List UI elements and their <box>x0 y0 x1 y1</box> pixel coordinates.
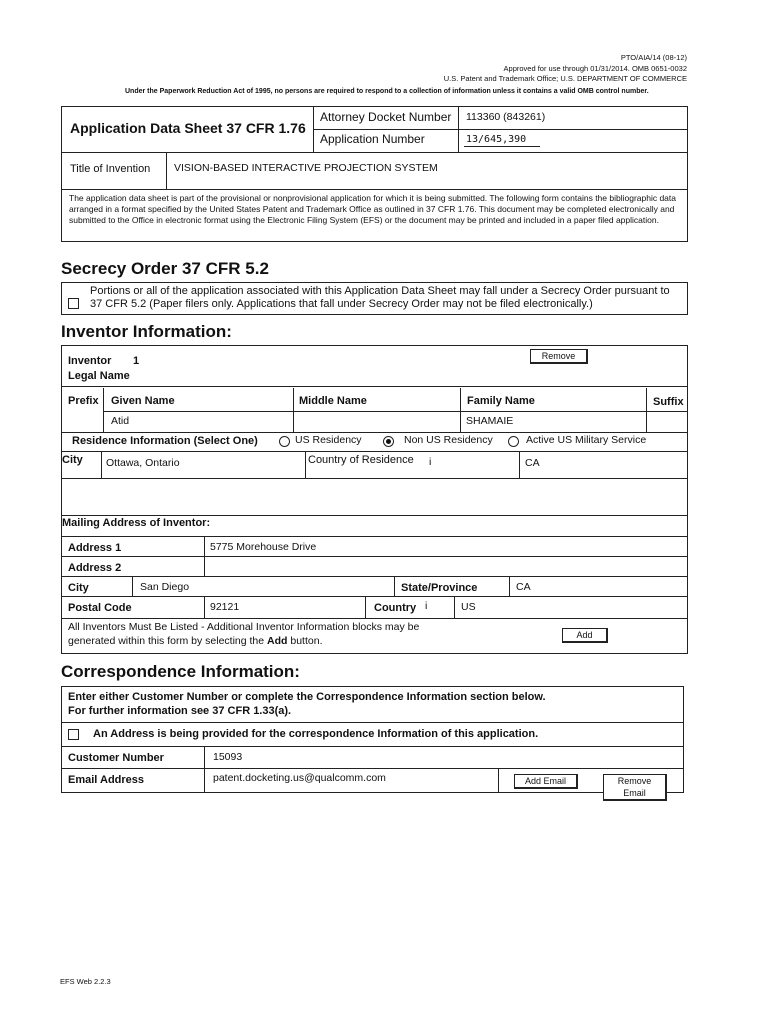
remove-inventor-button[interactable]: Remove <box>530 349 588 364</box>
mailing-address-label: Mailing Address of Inventor: <box>62 517 211 529</box>
docket-label: Attorney Docket Number <box>320 110 452 124</box>
family-name-value[interactable]: SHAMAIE <box>466 415 514 427</box>
country-residence-info-icon: i <box>429 456 432 468</box>
agency-line: U.S. Patent and Trademark Office; U.S. DEPARTMENT OF COMMERCE <box>443 74 687 83</box>
ads-intro: The application data sheet is part of the provisional or nonprovisional application for which it is being submitted. The following form contains the bibliographic data arranged in a format specified by the United States Patent and Trademark Office as outlined in 37 CFR 1.76. This document may be completed electronically and submitted to the Office in electronic format using the Electronic Filing System (EFS) or the document may be printed and included in a paper filed application. <box>69 193 676 225</box>
state-value[interactable]: CA <box>516 581 531 593</box>
form-id: PTO/AIA/14 (08-12) <box>620 53 687 62</box>
docket-value[interactable]: 113360 (843261) <box>466 111 546 123</box>
state-label: State/Province <box>401 582 478 594</box>
all-inventors-line2: generated within this form by selecting the Add button. <box>68 635 323 647</box>
military-service-label: Active US Military Service <box>526 434 647 446</box>
radio-military-service[interactable] <box>508 436 519 447</box>
ads-title: Application Data Sheet 37 CFR 1.76 <box>70 120 306 136</box>
efs-version: EFS Web 2.2.3 <box>60 977 111 986</box>
country-value[interactable]: US <box>461 601 476 613</box>
suffix-label: Suffix <box>653 396 684 408</box>
add-inventor-button[interactable]: Add <box>562 628 608 643</box>
all-inventors-line1: All Inventors Must Be Listed - Additional Inventor Information blocks may be <box>68 621 420 633</box>
us-residency-label: US Residency <box>295 434 362 446</box>
radio-non-us-residency[interactable] <box>383 436 394 447</box>
country-info-icon: i <box>425 600 428 612</box>
application-number-label: Application Number <box>320 132 425 146</box>
inventor-number: 1 <box>133 355 140 367</box>
secrecy-heading: Secrecy Order 37 CFR 5.2 <box>61 259 269 278</box>
country-residence-label: Country of Residence <box>308 454 414 466</box>
mail-city-value[interactable]: San Diego <box>140 581 190 593</box>
email-address-value[interactable]: patent.docketing.us@qualcomm.com <box>213 772 386 784</box>
given-name-label: Given Name <box>111 395 175 407</box>
secrecy-line1: Portions or all of the application associated with this Application Data Sheet may fall under a Secrecy Order pursuant to <box>90 285 670 297</box>
legal-name-label: Legal Name <box>68 370 130 382</box>
non-us-residency-label: Non US Residency <box>404 434 493 446</box>
correspondence-heading: Correspondence Information: <box>61 662 300 681</box>
city-value[interactable]: Ottawa, Ontario <box>106 457 180 469</box>
city-label: City <box>62 454 83 466</box>
address1-label: Address 1 <box>68 542 122 554</box>
radio-us-residency[interactable] <box>279 436 290 447</box>
country-label: Country <box>374 602 417 614</box>
mail-city-label: City <box>68 582 89 594</box>
correspondence-address-label: An Address is being provided for the correspondence Information of this application. <box>93 728 539 740</box>
paperwork-notice: Under the Paperwork Reduction Act of 1995, no persons are required to respond to a collection of information unless it contains a valid OMB control number. <box>125 88 649 95</box>
inventor-label: Inventor <box>68 355 112 367</box>
postal-code-label: Postal Code <box>68 602 132 614</box>
title-invention-label: Title of Invention <box>70 163 151 175</box>
family-name-label: Family Name <box>467 395 535 407</box>
correspondence-address-checkbox[interactable] <box>68 729 79 740</box>
address2-label: Address 2 <box>68 562 122 574</box>
omb-approval: Approved for use through 01/31/2014. OMB 0651-0032 <box>503 64 687 73</box>
application-number-value[interactable]: 13/645,390 <box>466 134 527 145</box>
secrecy-line2: 37 CFR 5.2 (Paper filers only. Applications that fall under Secrecy Order may not be filed electronically.) <box>90 298 593 310</box>
email-address-label: Email Address <box>68 774 145 786</box>
secrecy-checkbox[interactable] <box>68 298 79 309</box>
inventor-heading: Inventor Information: <box>61 322 232 341</box>
given-name-value[interactable]: Atid <box>111 415 130 427</box>
residence-label: Residence Information (Select One) <box>72 435 258 447</box>
customer-number-value[interactable]: 15093 <box>213 751 243 763</box>
add-email-button[interactable]: Add Email <box>514 774 578 789</box>
prefix-label: Prefix <box>68 395 99 407</box>
customer-number-label: Customer Number <box>68 752 164 764</box>
middle-name-label: Middle Name <box>299 395 367 407</box>
correspondence-line1: Enter either Customer Number or complete the Correspondence Information section below. <box>68 691 546 703</box>
remove-email-button[interactable]: Remove Email <box>603 774 667 801</box>
country-residence-value[interactable]: CA <box>525 457 540 469</box>
correspondence-line2: For further information see 37 CFR 1.33(a). <box>68 705 292 717</box>
address1-value[interactable]: 5775 Morehouse Drive <box>210 541 317 553</box>
postal-code-value[interactable]: 92121 <box>210 601 240 613</box>
title-invention-value[interactable]: VISION-BASED INTERACTIVE PROJECTION SYSTEM <box>174 162 438 174</box>
